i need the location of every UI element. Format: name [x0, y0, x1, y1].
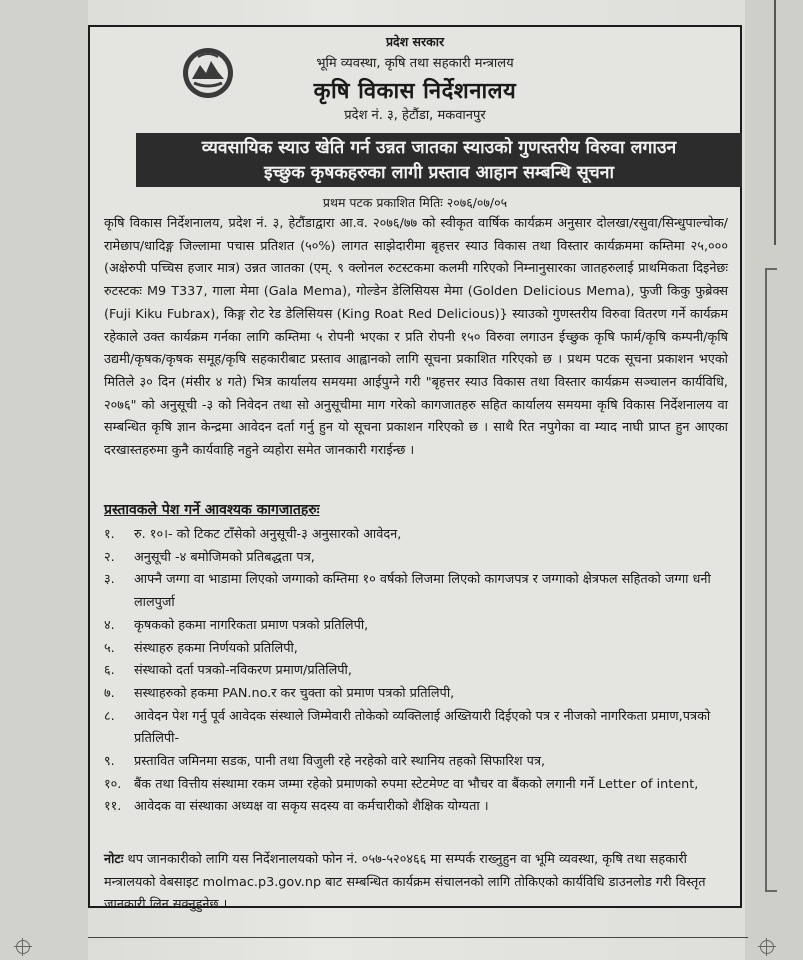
notice-footnote — [104, 849, 732, 917]
list-item — [104, 615, 734, 638]
list-item — [104, 774, 734, 797]
registration-mark-icon — [16, 940, 30, 954]
item-number: ७. — [104, 685, 115, 701]
requirements-heading: प्रस्तावकले पेश गर्ने आवश्यक कागजातहरुः — [104, 502, 320, 518]
item-text: बैंक तथा वित्तीय संस्थामा रकम जम्मा रहेको प्रमाणको रुपमा स्टेटमेण्ट वा भौचर वा बैंकको लगानी गर्ने Letter of intent, — [134, 776, 699, 792]
publication-date: प्रथम पटक प्रकाशित मितिः २०७६/०७/०५ — [322, 195, 508, 210]
item-number: ११. — [104, 799, 122, 815]
public-notice — [88, 25, 742, 913]
registration-mark-icon — [760, 940, 774, 954]
list-item — [104, 638, 734, 661]
item-text: आवेदन पेश गर्नु पूर्व आवेदक संस्थाले जिम्मेवारी तोकेको व्यक्तिलाई अख्तियारी दिईएको पत्र र नीजको नागरिकता प्रमाण,पत्रको प्रतिलिपी- — [134, 708, 711, 747]
item-text: आफ्नै जग्गा वा भाडामा लिएको जग्गाको कम्तिमा १० वर्षको लिजमा लिएको कागजपत्र र जग्गाको क्षेत्रफल सहितको जग्गा धनी लालपुर्जा — [134, 572, 711, 611]
list-item — [104, 683, 734, 706]
list-item — [104, 796, 734, 819]
notice-header — [90, 27, 740, 131]
item-text: आवेदक वा संस्थाका अध्यक्ष वा सकृय सदस्य वा कर्मचारीको शैक्षिक योग्यता । — [134, 799, 489, 815]
item-text: सस्थाहरुको हकमा PAN.no.र कर चुक्ता को प्रमाण पत्रको प्रतिलिपी, — [134, 685, 455, 701]
government-line: प्रदेश सरकार — [385, 34, 445, 49]
item-number: ९. — [104, 754, 115, 770]
list-item — [104, 547, 734, 570]
item-number: ५. — [104, 640, 115, 656]
item-number: १. — [104, 527, 115, 542]
note-label: नोटः — [104, 852, 124, 867]
note-text: थप जानकारीको लागि यस निर्देशनालयको फोन नं. ०५७-५२०४६६ मा सम्पर्क राख्नुहुन वा भूमि व्यवस्था, कृषि तथा सहकारी मन्त्रालयको वेबसाइट molmac.p3.gov.np बाट सम्बन्धित कार्यक्रम संचालनको लागि तोकिएको कार्यविधि डाउनलोड गरी विस्तृत जानकारी लिन सक्नुहुनेछ । — [104, 852, 706, 913]
list-item — [104, 569, 734, 614]
item-text: संस्थाको दर्ता पत्रको-नविकरण प्रमाण/प्रतिलिपी, — [134, 663, 352, 679]
item-number: ८. — [104, 708, 115, 724]
notice-body-paragraph: कृषि विकास निर्देशनालय, प्रदेश नं. ३, हेटौंडाद्वारा आ.व. २०७६/७७ को स्वीकृत वार्षिक कार्यक्रम अनुसार दोलखा/रसुवा/सिन्धुपाल्चोक/रामेछाप/धादिङ्ग जिल्लामा पचास प्रतिशत (५०%) लागत साझेदारीमा बृहत्तर स्याउ विकास तथा विस्तार कार्यक्रममा कम्तिमा २५,००० (अक्षेरुपी पच्चिस हजार मात्र) उन्नत जातका (एम्. ९ क्लोनल रुटस्टकमा कलमी गरिएको निम्नानुसारका जातहरुलाई प्राथमिकता दिइनेछः रुटस्टकः M9 T337, गाला मेमा (Gala Mema), गोल्डेन डेलिसियस मेमा (Golden Delicious Mema), फुजी किकु फुब्रेक्स (Fuji Kiku Fubrax), किङ्ग रोट रेड डेलिसियस (King Roat Red Delicious)} स्याउको गुणस्तरीय विरुवा वितरण गर्ने कार्यक्रम रहेकाले उक्त कार्यक्रम गर्नका लागि कम्तिमा ५ रोपनी भएका र प्रति रोपनी १५० विरुवा लगाउन ईच्छुक कृषि फार्म/कृषि कम्पनी/कृषि उद्यमी/कृषक/कृषक समूह/कृषि सहकारीबाट प्रस्ताव आह्वानको लागि सूचना प्रकाशित गरिएको छ । प्रथम पटक सूचना प्रकाशन भएको मितिले ३० दिन (मंसीर ४ गते) भित्र कार्यालय समयमा आईपुग्ने गरी "बृहत्तर स्याउ विकास तथा विस्तार कार्यक्रम सञ्चालन कार्यविधि, २०७६" को अनुसूची -३ को निवेदन तथा सो अनुसूचीमा माग गरेको कागजातहरु सहित कार्यालय समयमा कृषि विकास निर्देशनालय वा सम्बन्धित कृषि ज्ञान केन्द्रमा आवेदन दर्ता गर्नु हुन यो सूचना प्रकाशन गरिएको छ । साथै रित नपुगेका वा म्याद नाघी प्राप्त हुन आएका दरखास्तहरुमा कुनै कार्यवाहि नहुने व्यहोरा समेत जानकारी गराईन्छ । — [104, 216, 728, 459]
list-item — [104, 751, 734, 774]
list-item — [104, 706, 734, 751]
adjacent-column-edge — [760, 0, 776, 245]
item-text: प्रस्तावित जमिनमा सडक, पानी तथा विजुली रहे नरहेको वारे स्थानिय तहको सिफारिश पत्र, — [134, 754, 546, 770]
headline-line-1: व्यवसायिक स्याउ खेति गर्न उन्नत जातका स्याउको गुणस्तरीय विरुवा लगाउन — [201, 138, 677, 158]
page-bottom-rule — [88, 937, 748, 938]
item-text: अनुसूची -४ बमोजिमको प्रतिबद्धता पत्र, — [134, 549, 315, 565]
headline-line-2: इच्छुक कृषकहरुका लागी प्रस्ताव आहान सम्बन्धि सूचना — [263, 163, 615, 183]
item-text: रु. १०।- को टिकट टाँसेको अनुसूची-३ अनुसारको आवेदन, — [134, 527, 402, 542]
list-item — [104, 660, 734, 683]
item-number: २. — [104, 549, 115, 565]
ministry-line: भूमि व्यवस्था, कृषि तथा सहकारी मन्त्रालय — [316, 56, 514, 71]
requirements-list — [104, 524, 734, 819]
item-text: कृषकको हकमा नागरिकता प्रमाण पत्रको प्रतिलिपी, — [134, 617, 369, 633]
adjacent-column-edge — [765, 268, 777, 892]
directorate-title: कृषि विकास निर्देशनालय — [313, 79, 517, 104]
list-item — [104, 524, 734, 547]
office-address: प्रदेश नं. ३, हेटौंडा, मकवानपुर — [344, 108, 486, 123]
left-margin — [0, 0, 88, 960]
item-text: संस्थाहरु हकमा निर्णयको प्रतिलिपी, — [134, 640, 298, 656]
item-number: ४. — [104, 617, 115, 633]
item-number: ३. — [104, 572, 115, 588]
item-number: १०. — [104, 776, 122, 792]
item-number: ६. — [104, 663, 115, 679]
notice-headline-banner — [136, 133, 742, 187]
